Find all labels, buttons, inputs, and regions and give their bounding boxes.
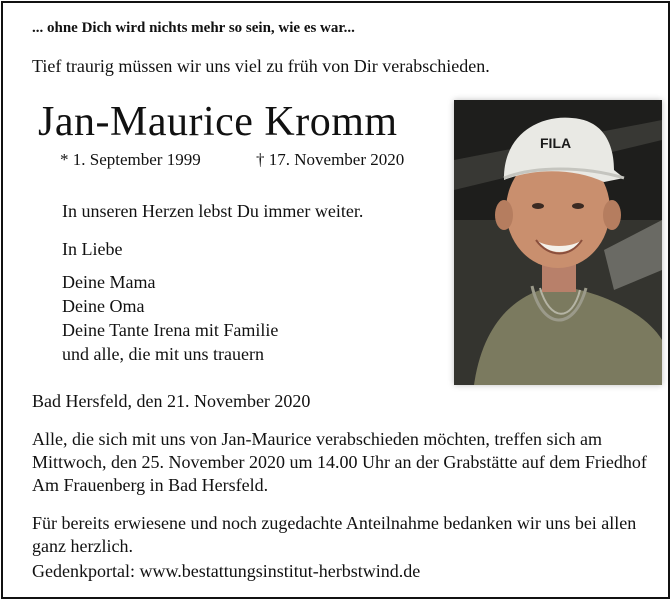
intro-line: Tief traurig müssen wir uns viel zu früh von Dir verabschieden. [32,56,490,76]
portrait-photo [454,100,662,385]
motto-line: ... ohne Dich wird nichts mehr so sein, wie es war... [32,20,355,36]
mourner-item: Deine Mama [62,272,156,292]
thanks-text: Für bereits erwiesene und noch zugedachte Anteilnahme bedanken wir uns bei allen ganz herzlich. [32,513,637,556]
cap-logo-text: FILA [540,135,572,151]
mourners-list [62,270,278,366]
mourner-item: Deine Tante Irena mit Familie [62,320,279,340]
memorial-portal: Gedenkportal: www.bestattungsinstitut-herbstwind.de [32,561,421,581]
in-love-line: In Liebe [62,239,123,259]
birth-date: * 1. September 1999 [60,150,201,169]
place-date: Bad Hersfeld, den 21. November 2020 [32,391,311,411]
mourner-item: Deine Oma [62,296,145,316]
deceased-name: Jan-Maurice Kromm [38,99,398,145]
mourner-item: und alle, die mit uns trauern [62,344,264,364]
portrait-illustration [454,100,662,385]
memorial-line: In unseren Herzen lebst Du immer weiter. [62,201,364,221]
death-date: † 17. November 2020 [256,150,405,169]
funeral-info: Alle, die sich mit uns von Jan-Maurice verabschieden möchten, treffen sich am Mittwoch, den 25. November 2020 um 14.00 Uhr an der Grabstätte auf dem Friedhof Am Frauenberg in Bad Hersfeld. [32,429,647,495]
